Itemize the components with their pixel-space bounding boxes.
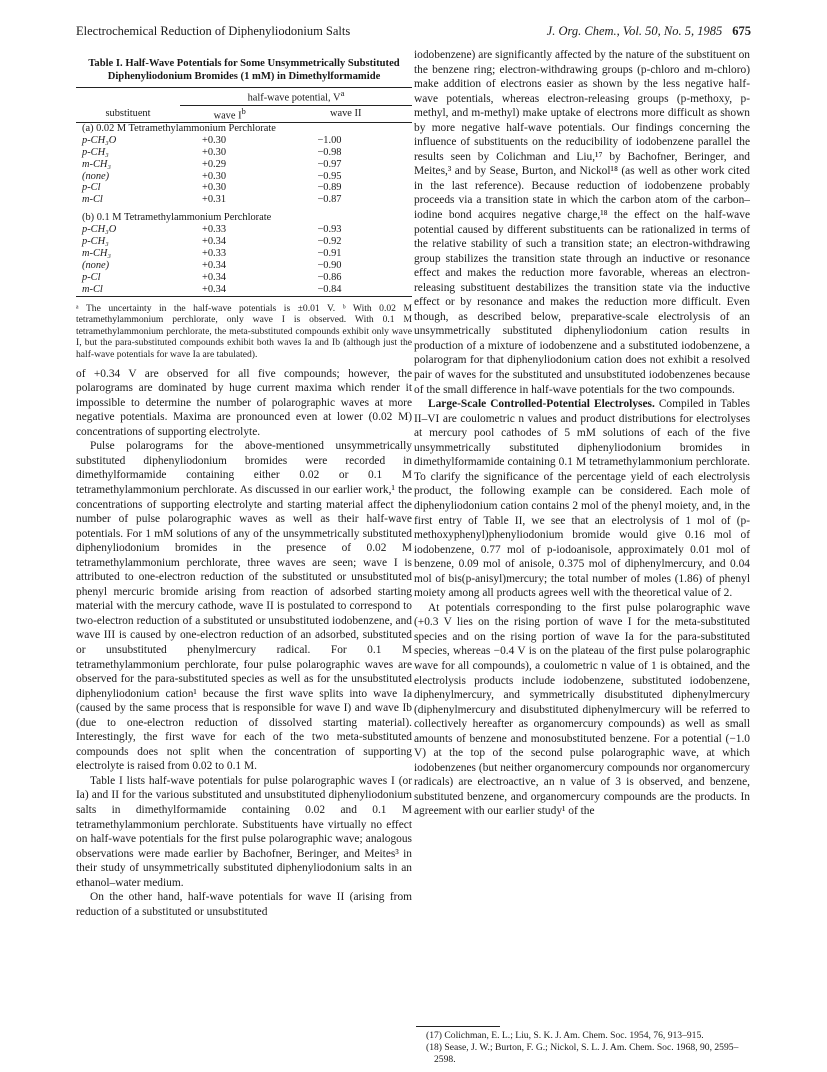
paragraph: At potentials corresponding to the first pulse polarographic wave (+0.3 V lies on the rising portion of wave I for the meta-substituted species and on the rising portion of wave Ia for the para-substituted species, whereas −0.4 V is on the plateau of the first pulse polarographic wave for all compounds), a coulometric n value of 1 is obtained, and the electrolysis products include iodobenzene, substituted iodobenzene, diphenylmercury, and symmetrically disubstituted diphenylmercury (diphenylmercury and disubstituted diphenylmercury will be referred to collectively hereafter as organomercury compounds) as well as small amounts of benzene and monosubstituted benzene. For a potential (−1.0 V) at the top of the second pulse polarographic wave, at which iodobenzenes (but neither organomercury compounds nor organomercury radicals) are electroactive, an n value of 3 is observed, and benzene, substituted benzene, and organomercury compounds are the products. In agreement with our earlier study¹ of the: [414, 601, 750, 818]
wave-i-cell: +0.33: [202, 224, 227, 236]
wave-ii-cell: −1.00: [317, 134, 342, 146]
wave-i-cell: +0.33: [202, 248, 227, 259]
substituent-cell: p-Cl: [82, 182, 101, 194]
col-header-wave-i: [180, 105, 279, 122]
table-head-empty: [76, 88, 180, 105]
table-row: [76, 147, 412, 159]
paragraph: iodobenzene) are significantly affected by the nature of the substituent on the benzene ring; electron-withdrawing groups (p-chloro and m-chloro) make addition of electrons easier as shown by the less negative half-wave potentials, whereas electron-releasing groups (p-methoxy, p-methyl, and m-methyl) make uptake of electrons more difficult as shown by more negative half-wave potentials. Our findings concerning the influence of substituents on the reducibility of iodobenzene parallel the results seen by Colichman and Liu,¹⁷ by Bachofner, Beringer, and Meites,³ and by Sease, Burton, and Nickol¹⁸ (as well as other work cited in the last reference). Because reduction of iodobenzene probably proceeds via a transition state in which the carbon atom of the carbon–iodine bond acquires negative charge,¹⁸ the effect on the half-wave potential caused by different substituents can be rationalized in terms of the relative stability of such a transition state; an electron-withdrawing group stabilizes the transition state through an inductive or resonance effect and makes the reduction more favorable, whereas an electron-releasing substituent destabilizes the transition state via the inductive effect or by resonance and makes the reduction more difficult. Even though, as described below, preparative-scale electrolysis of an unsymmetrically substituted diphenyliodonium cation results in production of a mixture of iodobenzene and a substituted iodobenzene, a polarogram for that diphenyliodonium cation does not exhibit a resolved pair of waves for the substituted and unsubstituted iodobenzenes because of the small difference in half-wave potentials for the two compounds.: [414, 49, 750, 396]
reference-rule: [416, 1026, 500, 1027]
table-row: [76, 284, 412, 296]
table-body: [76, 122, 412, 296]
head-span-label: half-wave potential, V: [247, 92, 341, 104]
table-row: [76, 224, 412, 236]
journal-citation: [547, 24, 751, 39]
paragraph: On the other hand, half-wave potentials for wave II (arising from reduction of a substituted or unsubstituted: [76, 891, 412, 918]
col-header-wave-ii: wave II: [329, 107, 362, 119]
journal-name: J. Org. Chem., Vol. 50, No. 5, 1985: [546, 24, 723, 38]
substituent-cell: m-Cl: [82, 283, 103, 295]
table-row: [76, 248, 412, 260]
table-row: [76, 182, 412, 194]
wave-ii-cell: −0.87: [317, 194, 342, 206]
wave-ii-cell: −0.89: [317, 182, 342, 194]
substituent-cell: p-CH₃O: [82, 224, 117, 236]
wave-i-cell: +0.31: [202, 194, 227, 206]
substituent-cell: m-Cl: [82, 194, 103, 206]
page-number: 675: [732, 24, 751, 38]
reference-18: (18) Sease, J. W.; Burton, F. G.; Nickol, S. L. J. Am. Chem. Soc. 1968, 90, 2595–2598.: [426, 1042, 739, 1065]
condition-row: [76, 122, 412, 134]
half-wave-potential-table: [76, 87, 412, 296]
substituent-cell: m-CH₃: [82, 248, 112, 259]
paragraph: Table I lists half-wave potentials for pulse polarographic waves I (or Ia) and II for the various substituted and unsubstituted diphenyliodonium salts in dimethylformamide containing 0.02 and 0.1 M tetramethylammonium perchlorate. Substituents have virtually no effect on half-wave potentials for the first pulse polarographic wave; analogous observations were made earlier by Bachofner, Beringer, and Meites³ in their study of unsymmetrically substituted diphenyliodonium salts in an ethanol–water medium.: [76, 774, 412, 889]
substituent-cell: p-Cl: [82, 271, 101, 283]
wave-ii-cell: −0.98: [317, 146, 342, 158]
paragraph: [414, 397, 750, 601]
wave-ii-cell: −0.91: [317, 248, 342, 259]
wave-ii-cell: −0.97: [317, 158, 342, 170]
substituent-cell: (none): [82, 259, 110, 271]
table-row: [76, 159, 412, 171]
substituent-cell: (none): [82, 170, 110, 182]
condition-row: [76, 212, 412, 224]
condition-label: (a) 0.02 M Tetramethylammonium Perchlorate: [82, 122, 276, 134]
wave-i-cell: +0.30: [202, 146, 227, 158]
condition-label: (b) 0.1 M Tetramethylammonium Perchlorate: [82, 212, 272, 224]
table-row: [76, 260, 412, 272]
section-heading: Large-Scale Controlled-Potential Electrolyses.: [428, 398, 655, 411]
substituent-cell: m-CH₃: [82, 158, 112, 170]
left-body-text: [76, 367, 412, 920]
table-row: [76, 194, 412, 206]
wave-i-label: wave I: [213, 110, 242, 122]
references: [414, 1026, 750, 1066]
table-footnote: ᵃ The uncertainty in the half-wave potentials is ±0.01 V. ᵇ With 0.02 M tetramethylammonium perchlorate, only wave I is observed. With 0.1 M tetramethylammonium perchlorate, the meta-substituted compounds exhibit only wave I, but the para-substituted compounds exhibit both waves Ia and Ib (although just the half-wave potentials for wave Ia are tabulated).: [76, 302, 412, 360]
wave-i-cell: +0.34: [202, 271, 227, 283]
wave-i-cell: +0.30: [202, 170, 227, 182]
wave-i-cell: +0.29: [202, 158, 227, 170]
wave-i-cell: +0.30: [202, 182, 227, 194]
table-head-span: [180, 88, 412, 105]
reference-17: (17) Colichman, E. L.; Liu, S. K. J. Am. Chem. Soc. 1954, 76, 913–915.: [426, 1030, 704, 1041]
table-row: [76, 236, 412, 248]
substituent-cell: p-CH₃: [82, 236, 109, 248]
right-column: [414, 48, 750, 819]
running-title: Electrochemical Reduction of Diphenyliodonium Salts: [76, 24, 351, 38]
table-row: [76, 171, 412, 183]
wave-ii-cell: −0.95: [317, 170, 342, 182]
table-row: [76, 272, 412, 284]
table-title: Table I. Half-Wave Potentials for Some Unsymmetrically Substituted Diphenyliodonium Bromides (1 mM) in Dimethylformamide: [88, 58, 400, 82]
wave-i-cell: +0.34: [202, 283, 227, 295]
paragraph: Pulse polarograms for the above-mentioned unsymmetrically substituted diphenyliodonium bromides were recorded in dimethylformamide containing either 0.02 or 0.1 M tetramethylammonium perchlorate. As discussed in our earlier work,¹ the concentrations of supporting electrolyte and starting material affect the number of pulse polarographic waves as well as their half-wave potentials. For 1 mM solutions of any of the unsymmetrically substituted diphenyliodonium bromides in the presence of 0.02 M tetramethylammonium perchlorate, three waves are seen; wave I is attributed to one-electron reduction of the substituted or unsubstituted phenyl mercuric bromide arising from reaction of adsorbed starting material with the mercury cathode, wave II is postulated to correspond to two-electron reduction of a substituted or unsubstituted iodobenzene, and wave III is caused by one-electron reduction of an adsorbed, substituted or unsubstituted phenylmercury radical. For 0.1 M tetramethylammonium perchlorate, four pulse polarographic waves are observed for the para-substituted species as well as for the unsubstituted diphenyliodonium cation¹ because the first wave splits into wave Ia (caused by the same process that is responsible for wave I) and wave Ib (due to one-electron reduction of dissolved starting material). Interestingly, the first wave for each of the two meta-substituted compounds does not split when the concentration of supporting electrolyte is raised from 0.02 to 0.1 M.: [76, 440, 412, 773]
left-column: [76, 48, 412, 919]
wave-i-cell: +0.34: [202, 236, 227, 248]
wave-i-cell: +0.30: [202, 134, 227, 146]
wave-i-cell: +0.34: [202, 259, 227, 271]
wave-ii-cell: −0.84: [317, 283, 342, 295]
section-text: Compiled in Tables II–VI are coulometric n values and product distributions for electrolyses at mercury pool cathodes of 5 mM solutions of each of the five unsymmetrically substituted diphenyliodonium bromides in dimethylformamide containing 0.1 M tetramethylammonium perchlorate. To clarify the significance of the percentage yield of each electrolysis product, the following example can be considered. Each mole of diphenyliodonium cation contains 2 mol of the phenyl moiety, and, in the first entry of Table II, we see that an electrolysis of 1 mol of (p-methoxyphenyl)phenyliodonium bromide would give 0.16 mol of iodobenzene, 0.77 mol of p-iodoanisole, approximately 0.01 mol of benzene, 0.09 mol of anisole, 0.375 mol of diphenylmercury, and 0.04 mol of bis(p-anisyl)mercury; the total number of moles (1.86) of phenyl moiety among all products agrees well with the theoretical value of 2.: [414, 398, 750, 600]
paragraph: of +0.34 V are observed for all five compounds; however, the polarograms are dominated by huge current maxima which render it impossible to determine the number of polarographic waves at more negative potentials. Maxima are pronounced even at lower (0.02 M) concentrations of supporting electrolyte.: [76, 367, 412, 438]
wave-ii-cell: −0.92: [317, 236, 342, 248]
col-header-substituent: substituent: [105, 107, 151, 119]
wave-ii-cell: −0.86: [317, 271, 342, 283]
wave-ii-cell: −0.90: [317, 259, 342, 271]
wave-ii-cell: −0.93: [317, 224, 342, 236]
wave-i-sup: b: [241, 105, 246, 116]
table-row: [76, 135, 412, 147]
substituent-cell: p-CH₃O: [82, 134, 117, 146]
head-span-sup: a: [340, 88, 345, 99]
substituent-cell: p-CH₃: [82, 146, 109, 158]
